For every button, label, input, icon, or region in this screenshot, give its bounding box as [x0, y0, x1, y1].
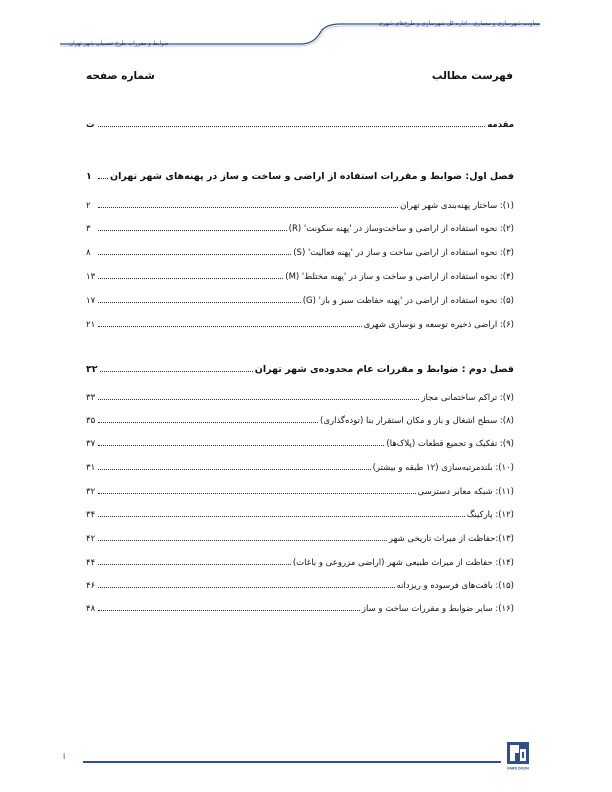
- toc-entry-title: (۷): تراکم ساختمانی مجاز: [421, 393, 514, 403]
- toc-item-row[interactable]: [86, 600, 514, 614]
- toc-item-row[interactable]: [86, 268, 514, 282]
- toc-item-row[interactable]: [86, 483, 514, 497]
- toc-entry-title: (۱۰): بلندمرتبه‌سازی (۱۲ طبقه و بیشتر): [372, 463, 514, 473]
- toc-entry-page: ۴۲: [86, 534, 96, 544]
- toc-entry-title: (۱۲): پارکینگ: [466, 510, 514, 520]
- toc-entry-title: (۱): ساختار پهنه‌بندی شهر تهران: [400, 201, 514, 211]
- header-left-text: ضوابط و مقررات طرح تفصیلی شهر تهران: [69, 41, 169, 47]
- dot-leader: [98, 587, 395, 588]
- toc-entry-title: (۱۵): بافت‌های فرسوده و ریزدانه: [396, 581, 514, 591]
- toc-entry-page: ۴۴: [86, 558, 96, 568]
- footer-divider: [83, 761, 501, 763]
- dot-leader: [100, 371, 253, 372]
- toc-item-row[interactable]: [86, 197, 514, 211]
- toc-entry-title: (۱۴): حفاظت از میراث طبیعی شهر (اراضی مزروعی و باغات): [292, 558, 514, 568]
- toc-entry-page: ۳۴: [86, 510, 96, 520]
- toc-entry-page: ۳۱: [86, 463, 96, 473]
- toc-item-row[interactable]: [86, 459, 514, 473]
- toc-entry-page: ۲۱: [86, 320, 96, 330]
- toc-entry-page: ۳۵: [86, 416, 96, 426]
- toc-entry-title: (۱۶): سایر ضوابط و مقررات ساخت و ساز: [361, 604, 514, 614]
- footer-page-number: i: [63, 752, 66, 761]
- toc-item-row[interactable]: [86, 389, 514, 403]
- toc-entry-page: ۴۸: [86, 604, 96, 614]
- dot-leader: [98, 254, 291, 255]
- toc-item-row[interactable]: [86, 412, 514, 426]
- toc-entry-title: مقدمه: [487, 120, 514, 130]
- dot-leader: [98, 399, 419, 400]
- toc-entry-page: ۴۶: [86, 581, 96, 591]
- toc-item-row[interactable]: [86, 577, 514, 591]
- dot-leader: [98, 422, 318, 423]
- toc-entry-title: (۶): اراضی ذخیره توسعه و نوسازی شهری: [363, 320, 514, 330]
- toc-item-row[interactable]: [86, 506, 514, 520]
- dot-leader: [98, 564, 291, 565]
- toc-entry-title: (۱۳):حفاظت از میراث تاریخی شهر: [388, 534, 514, 544]
- header-decoration: [0, 0, 612, 60]
- toc-entry-title: (۱۱): شبکه معابر دسترسی: [417, 487, 514, 497]
- dot-leader: [98, 610, 360, 611]
- toc-entry-page: ۱۳: [86, 272, 96, 282]
- toc-entry-title: (۴): نحوه استفاده از اراضی و ساخت و ساز در 'پهنه مختلط' (M): [285, 272, 514, 282]
- toc-chapter-title: فصل دوم : ضوابط و مقررات عام محدوده‌ی شهر تهران: [254, 364, 514, 375]
- toc-entry-page: ت: [86, 120, 95, 130]
- toc-chapter-row[interactable]: [86, 361, 514, 375]
- page-number-column-heading: شماره صفحه: [86, 70, 155, 82]
- logo-text: PARS DOON: [507, 766, 529, 771]
- toc-entry-title: (۳): نحوه استفاده از اراضی ساخت و ساز در 'پهنه فعالیت' (S): [293, 248, 514, 258]
- dot-leader: [98, 540, 387, 541]
- toc-entry-page: ۸: [86, 248, 91, 258]
- dot-leader: [98, 469, 371, 470]
- toc-entry-page: ۳۳: [86, 393, 96, 403]
- toc-title: فهرست مطالب: [431, 70, 513, 82]
- toc-entry-title: (۸): سطح اشغال و باز و مکان استقرار بنا (توده‌گذاری): [320, 416, 514, 426]
- toc-item-row[interactable]: [86, 554, 514, 568]
- toc-entry-page: ۳۲: [86, 487, 96, 497]
- dot-leader: [98, 230, 287, 231]
- toc-entry-title: (۲): نحوه استفاده از اراضی و ساخت‌وساز در 'پهنه سکونت' (R): [288, 224, 514, 234]
- dot-leader: [98, 516, 465, 517]
- dot-leader: [98, 493, 416, 494]
- toc-entry-title: (۹): تفکیک و تجمیع قطعات (پلاک‌ها): [386, 439, 514, 449]
- dot-leader: [98, 126, 485, 127]
- toc-chapter-title: فصل اول: ضوابط و مقررات استفاده از اراضی و ساخت و ساز در پهنه‌های شهر تهران: [110, 171, 514, 182]
- header-right-text: معاونت شهرسازی و معماری – اداره کل شهرسازی و طرح‌های شهری: [378, 21, 540, 27]
- dot-leader: [98, 207, 398, 208]
- toc-entry-page: ۳: [86, 224, 91, 234]
- toc-item-row[interactable]: [86, 316, 514, 330]
- dot-leader: [98, 178, 108, 179]
- dot-leader: [98, 445, 384, 446]
- toc-entry-page: ۲: [86, 201, 91, 211]
- toc-item-row[interactable]: [86, 530, 514, 544]
- pars-doon-logo: [506, 741, 530, 771]
- toc-entry-page: ۳۲: [86, 364, 98, 375]
- toc-item-row[interactable]: [86, 244, 514, 258]
- dot-leader: [98, 302, 301, 303]
- toc-entry-page: ۱۷: [86, 296, 96, 306]
- toc-chapter-row[interactable]: [86, 168, 514, 182]
- toc-entry-page: ۳۷: [86, 439, 96, 449]
- toc-item-row[interactable]: [86, 292, 514, 306]
- toc-entry-title: (۵): نحوه استفاده از اراضی در 'پهنه حفاظت سبز و باز' (G): [302, 296, 514, 306]
- dot-leader: [98, 326, 362, 327]
- toc-entry-page: ۱: [86, 171, 92, 182]
- toc-intro-row[interactable]: [86, 116, 514, 130]
- dot-leader: [98, 278, 283, 279]
- toc-item-row[interactable]: [86, 435, 514, 449]
- toc-item-row[interactable]: [86, 220, 514, 234]
